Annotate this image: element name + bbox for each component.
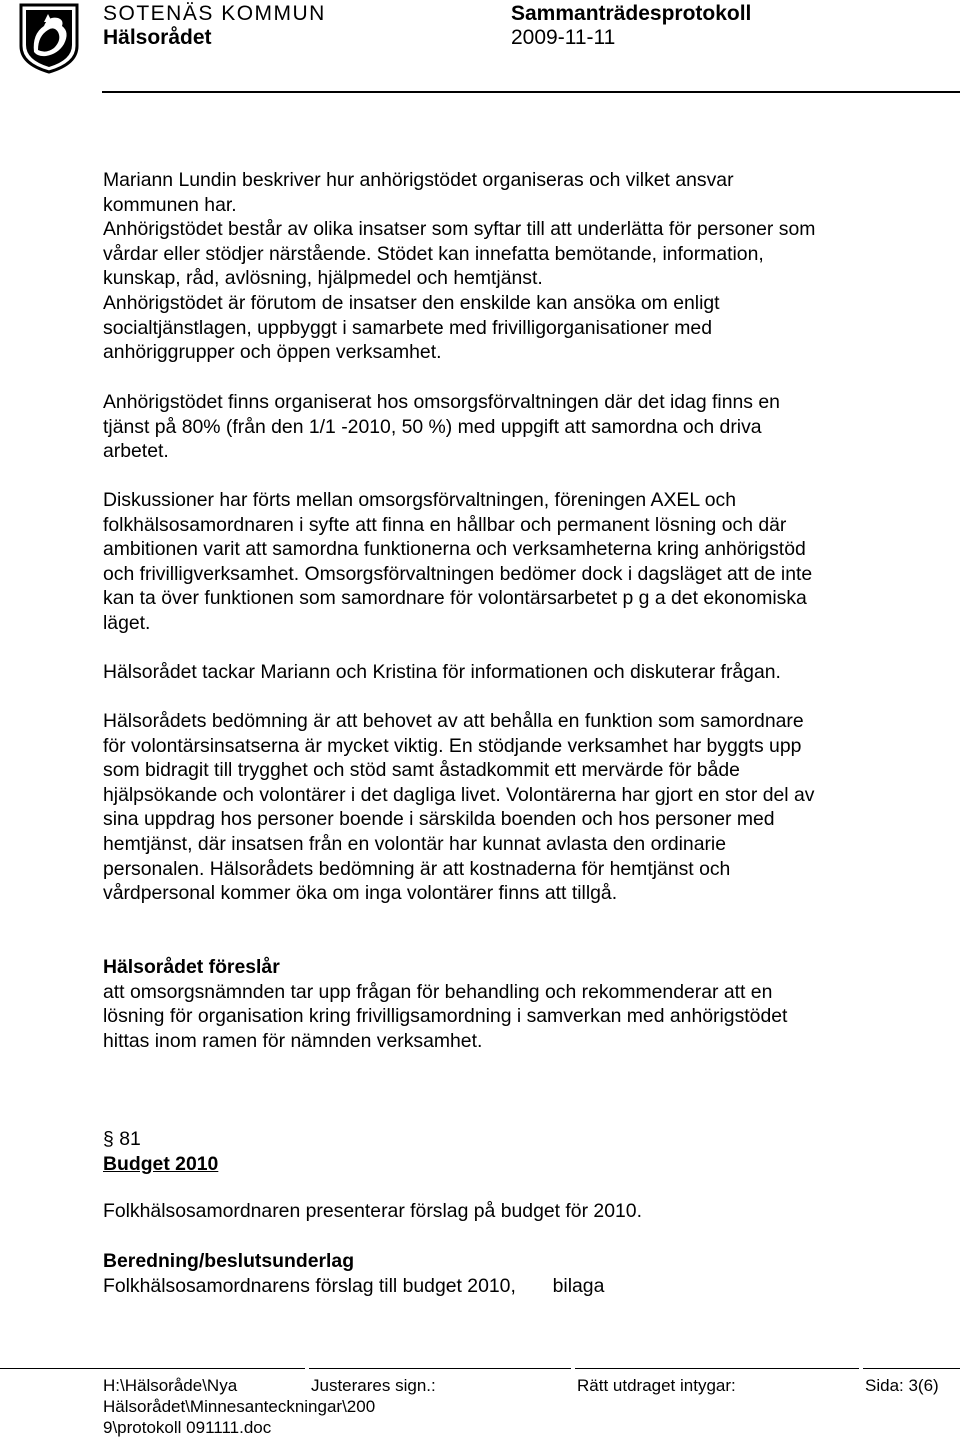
- text-line: att omsorgsnämnden tar upp frågan för behandling och rekommenderar att en: [103, 980, 773, 1003]
- organization-name: SOTENÄS KOMMUN: [103, 2, 326, 25]
- text-line: kommunen har.: [103, 193, 237, 216]
- text-line: folkhälsosamordnaren i syfte att finna en hållbar och permanent lösning och där: [103, 513, 787, 536]
- section-proposal: [103, 955, 903, 1053]
- basis-attachment: bilaga: [552, 1274, 605, 1297]
- footer-file-path: H:\Hälsoråde\Nya Hälsorådet\Minnesanteckningar\200 9\protokoll 091111.doc: [103, 1376, 376, 1437]
- text-line: hjälpsökande och volontärer i det dagliga livet. Volontärerna har gjort en stor del av: [103, 783, 815, 806]
- text-line: ambitionen varit att samordna funktionerna och verksamheterna kring anhörigstöd: [103, 538, 806, 561]
- text-line: kunskap, råd, avlösning, hjälpmedel och hemtjänst.: [103, 267, 543, 290]
- section-assessment: [103, 709, 903, 906]
- text-line: Anhörigstödet består av olika insatser som syftar till att underlätta för personer som: [103, 218, 816, 241]
- decision-basis: [103, 1249, 903, 1298]
- paragraph-symbol: §: [103, 1128, 114, 1150]
- text-line: som bidragit till trygghet och stöd samt åstadkommit ett mervärde för både: [103, 759, 740, 782]
- basis-text: Folkhälsosamordnarens förslag till budget 2010,: [103, 1274, 516, 1297]
- document-type: Sammanträdesprotokoll: [511, 2, 752, 25]
- basis-heading: Beredning/beslutsunderlag: [103, 1250, 355, 1272]
- footer-divider: [863, 1368, 960, 1369]
- text-line: anhöriggrupper och öppen verksamhet.: [103, 341, 442, 364]
- budget-presentation: [103, 1199, 903, 1224]
- text-line: kan ta över funktionen som samordnare för volontärsarbetet p g a det ekonomiska: [103, 587, 807, 610]
- footer-divider: [309, 1368, 571, 1369]
- footer-adjuster-sign: Justerares sign.:: [311, 1376, 436, 1395]
- text-line: hemtjänst, där insatsen från en volontär har kunnat avlasta den ordinarie: [103, 832, 727, 855]
- paragraph-number: 81: [119, 1128, 141, 1150]
- municipality-crest-icon: [18, 2, 80, 74]
- text-line: och frivilligverksamhet. Omsorgsförvaltningen bedömer dock i dagsläget att de inte: [103, 562, 813, 585]
- section-discussions: [103, 488, 903, 636]
- text-line: läget.: [103, 611, 151, 634]
- text-line: arbetet.: [103, 440, 169, 463]
- section-description: [103, 168, 903, 365]
- meeting-date: 2009-11-11: [511, 26, 616, 49]
- section-organization: [103, 390, 903, 464]
- text-line: sina uppdrag hos personer boende i särskilda boenden och hos personer med: [103, 808, 775, 831]
- section-thanks: [103, 660, 903, 685]
- text-line: lösning för organisation kring frivilligsamordning i samverkan med anhörigstödet: [103, 1005, 788, 1028]
- text-line: vårdpersonal kommer öka om inga volontärer finns att tillgå.: [103, 882, 618, 905]
- text-line: Mariann Lundin beskriver hur anhörigstödet organiseras och vilket ansvar: [103, 169, 734, 191]
- footer-certified: Rätt utdraget intygar:: [577, 1376, 736, 1395]
- proposal-heading: Hälsorådet föreslår: [103, 956, 280, 978]
- footer-divider: [575, 1368, 859, 1369]
- text-line: Diskussioner har förts mellan omsorgsförvaltningen, föreningen AXEL och: [103, 489, 737, 511]
- footer-page-number: Sida: 3(6): [865, 1376, 939, 1395]
- text-line: Anhörigstödet är förutom de insatser den enskilde kan ansöka om enligt: [103, 291, 720, 314]
- text-line: socialtjänstlagen, uppbyggt i samarbete med frivilligorganisationer med: [103, 316, 712, 339]
- text-line: Hälsorådets bedömning är att behovet av att behålla en funktion som samordnare: [103, 710, 804, 732]
- paragraph-title: Budget 2010: [103, 1152, 219, 1175]
- text-line: vårdar eller stödjer närstående. Stödet kan innefatta bemötande, information,: [103, 242, 764, 265]
- council-name: Hälsorådet: [103, 26, 212, 49]
- text-line: Folkhälsosamordnaren presenterar förslag på budget för 2010.: [103, 1200, 642, 1222]
- paragraph-81: [103, 1127, 903, 1176]
- text-line: hittas inom ramen för nämnden verksamhet.: [103, 1029, 483, 1052]
- text-line: Hälsorådet tackar Mariann och Kristina för informationen och diskuterar frågan.: [103, 661, 781, 683]
- text-line: för volontärsinsatserna är mycket viktig. En stödjande verksamhet har byggts upp: [103, 734, 802, 757]
- header-divider: [102, 91, 960, 93]
- text-line: Anhörigstödet finns organiserat hos omsorgsförvaltningen där det idag finns en: [103, 391, 780, 413]
- text-line: personalen. Hälsorådets bedömning är att kostnaderna för hemtjänst och: [103, 857, 731, 880]
- text-line: tjänst på 80% (från den 1/1 -2010, 50 %) med uppgift att samordna och driva: [103, 415, 762, 438]
- footer-divider: [0, 1368, 305, 1369]
